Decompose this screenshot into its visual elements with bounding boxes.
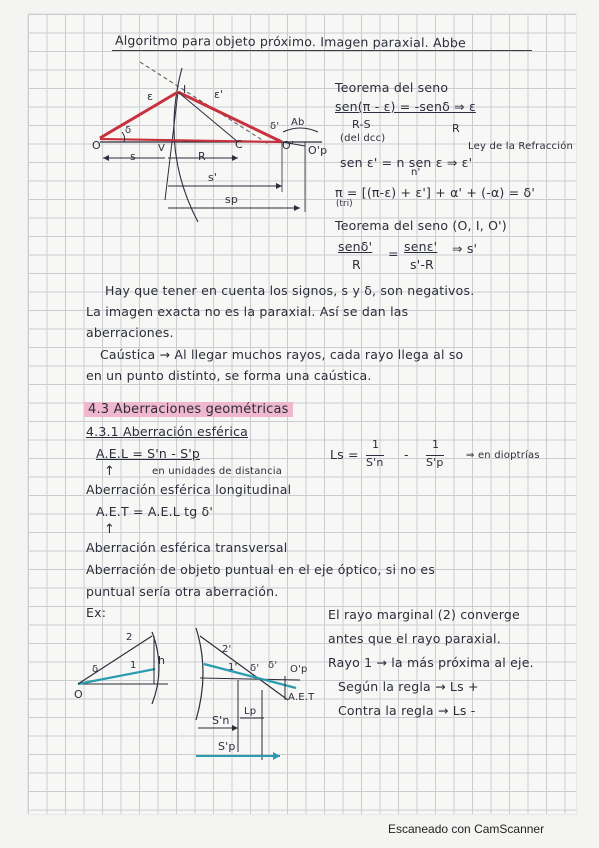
eq1-den-right: R <box>452 122 460 135</box>
arrow-up-icon-2: ↑ <box>104 522 116 537</box>
paragraph-3-line-2: puntual sería otra aberración. <box>86 584 279 599</box>
d2-label-h: h <box>158 654 166 667</box>
scanner-watermark: Escaneado con CamScanner <box>388 822 545 836</box>
sine-theorem-title: Teorema del seno <box>335 80 449 95</box>
label-s: s <box>130 150 136 163</box>
eq4-right-num: senε' <box>404 239 438 254</box>
eq4-right-den: s'-R <box>410 257 434 272</box>
label-o-prime: O' <box>282 139 295 152</box>
incident-ray <box>100 92 178 138</box>
d2-label-op: O'p <box>290 664 308 675</box>
s-prime-arrowhead <box>276 183 282 189</box>
height-line <box>165 92 178 200</box>
example-label: Ex: <box>86 605 107 620</box>
d2-label-aet: A.E.T <box>288 692 315 703</box>
paragraph-1-line-2: La imagen exacta no es la paraxial. Así se dan las <box>86 304 409 319</box>
label-r: R <box>198 150 206 163</box>
label-epsilon-prime: ε' <box>214 88 224 101</box>
paragraph-3-line-1: Aberración de objeto puntual en el eje óptico, si no es <box>86 562 436 577</box>
ls-frac1-num: 1 <box>372 438 380 451</box>
eq1-den-left-note: (del dcc) <box>340 133 386 144</box>
subsection-heading: 4.3.1 Aberración esférica <box>86 424 249 439</box>
ael-equation: A.E.L = S'n - S'p <box>96 446 201 461</box>
equation-1: sen(π - ε) = -senδ ⇒ ε <box>335 99 476 114</box>
eq4-eq: = <box>388 246 399 261</box>
lens-right-surface <box>196 628 203 720</box>
eq2-frac-den: n' <box>411 167 421 178</box>
units-note: en unidades de distancia <box>152 466 283 477</box>
equation-2: sen ε' = n sen ε ⇒ ε' <box>340 155 473 170</box>
section-heading-text: 4.3 Aberraciones geométricas <box>84 402 293 417</box>
d2-label-1: 1 <box>130 660 137 671</box>
lens-left-surface <box>152 632 159 704</box>
d2-label-1-prime: 1' <box>228 662 238 673</box>
label-o-p: O'p <box>308 144 328 157</box>
d2-label-o: O <box>74 688 83 701</box>
paragraph-1-line-3: aberraciones. <box>86 325 174 340</box>
label-delta-prime: δ' <box>270 121 280 132</box>
d2-label-2: 2 <box>126 632 133 643</box>
d2-label-delta: δ <box>92 664 99 675</box>
label-delta: δ <box>125 125 132 136</box>
refracted-ray <box>178 92 282 142</box>
d2-label-dp: δ' <box>250 663 260 674</box>
note-line-1: El rayo marginal (2) converge <box>328 607 520 622</box>
ab-bracket <box>283 128 318 132</box>
equation-3: π = [(π-ε) + ε'] + α' + (-α) = δ' <box>335 185 535 200</box>
label-epsilon: ε <box>147 90 154 103</box>
label-o: O <box>92 139 101 152</box>
note-line-2: antes que el rayo paraxial. <box>328 631 501 646</box>
paragraph-2-line-2: en un punto distinto, se forma una caústica. <box>86 368 372 383</box>
note-line-5: Contra la regla → Ls - <box>338 703 476 718</box>
sn-arrowhead <box>232 725 238 731</box>
note-line-3: Rayo 1 → la más próxima al eje. <box>328 655 534 670</box>
d2-label-lp: Lp <box>244 706 257 717</box>
page-title: Algoritmo para objeto próximo. Imagen paraxial. Abbe <box>114 32 466 51</box>
aet-name: Aberración esférica transversal <box>86 540 288 555</box>
ls-prefix: Ls = <box>330 447 359 462</box>
ael-name: Aberración esférica longitudinal <box>86 482 292 497</box>
label-ab: Ab <box>291 117 305 128</box>
eq4-left-num: senδ' <box>338 239 373 254</box>
r-arrowhead <box>232 155 238 161</box>
aet-equation: A.E.T = A.E.L tg δ' <box>96 504 214 519</box>
d2-label-sp: S'p <box>218 740 236 753</box>
eq4-tail: ⇒ s' <box>452 241 478 256</box>
ls-minus: - <box>404 447 409 462</box>
d2-label-sn: S'n <box>212 714 230 727</box>
paragraph-2-line-1: Caústica → Al llegar muchos rayos, cada rayo llega al so <box>100 347 464 362</box>
note-line-4: Según la regla → Ls + <box>338 679 479 694</box>
label-c: C <box>235 138 243 151</box>
sine-theorem-2: Teorema del seno (O, I, O') <box>335 218 507 233</box>
ls-frac1-den: S'n <box>366 456 384 469</box>
paragraph-1-line-1: Hay que tener en cuenta los signos, s y δ, son negativos. <box>105 283 475 298</box>
ls-tail: ⇒ en dioptrías <box>466 450 540 461</box>
ls-frac2-num: 1 <box>432 438 440 451</box>
ls-frac2-den: S'p <box>426 456 444 469</box>
label-i: I <box>183 83 187 96</box>
d2-label-do: δ' <box>268 660 278 671</box>
d2-label-2-prime: 2' <box>222 644 232 655</box>
label-s-prime: s' <box>208 171 218 184</box>
eq1-den-left: R-S <box>352 118 371 131</box>
s-arrowhead <box>103 155 109 161</box>
arrow-up-icon-1: ↑ <box>104 464 116 479</box>
refraction-note: Ley de la Refracción <box>468 141 574 152</box>
label-v: V <box>158 143 166 154</box>
label-sp: sp <box>225 193 239 206</box>
eq4-left-den: R <box>352 257 361 272</box>
sp-arrowhead <box>294 205 300 211</box>
section-heading <box>84 402 293 417</box>
sp-arrowhead-teal <box>273 752 280 760</box>
eq3-sub: (tri) <box>336 199 353 209</box>
